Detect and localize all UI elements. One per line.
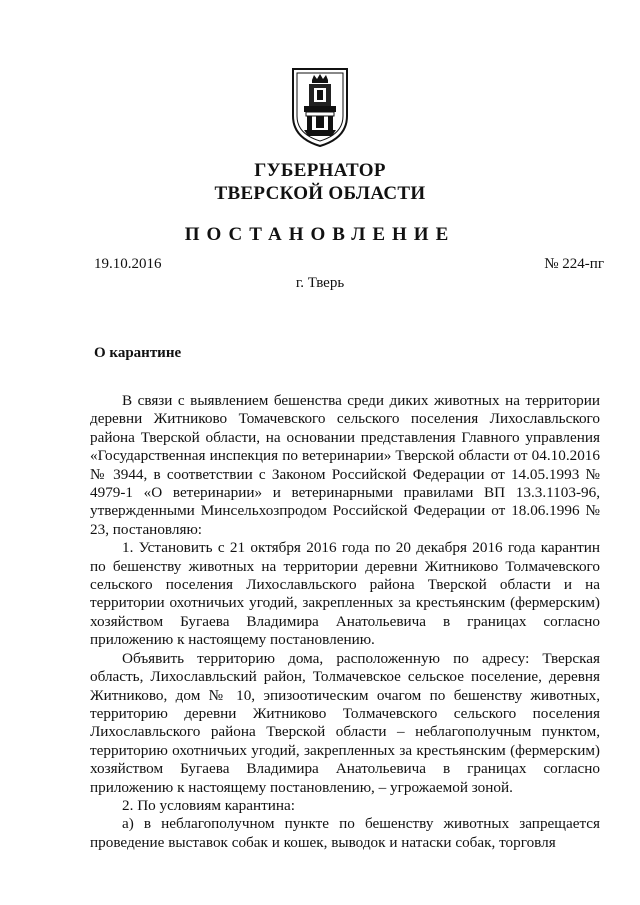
document-number: № 224-пг (544, 256, 604, 272)
body-paragraph-2: 2. По условиям карантина: (122, 796, 295, 814)
body-paragraph-1: 1. Установить с 21 октября 2016 года по 20 декабря 2016 года карантин по бешенству животных на территории деревни Житниково Толмачевского сельского поселения Лихославльского района Тверской области и на территории охотничьих угодий, закрепленных за крестьянским (фермерским) хозяйством Бугаева Владимира Анатольевича в границах согласно приложению к настоящему постановлению. (90, 539, 600, 649)
document-subject: О карантине (94, 345, 182, 361)
body-paragraph-declare: Объявить территорию дома, расположенную по адресу: Тверская область, Лихославльский район, Толмачевское сельское поселение, деревня Житниково, дом № 10, эпизоотическим очагом по бешенству животных, территорию деревни Житниково Толмачевского сельского поселения Лихославльского района Тверской области – неблагополучным пунктом, территорию охотничьих угодий, закрепленных за крестьянским (фермерским) хозяйством Бугаева Владимира Анатольевича в границах согласно приложению к настоящему постановлению, – угрожаемой зоной. (90, 649, 600, 796)
document-body (90, 392, 600, 852)
authority-title-line2: ТВЕРСКОЙ ОБЛАСТИ (214, 183, 426, 204)
document-date: 19.10.2016 (94, 256, 162, 272)
body-paragraph-2a: а) в неблагополучном пункте по бешенству животных запрещается проведение выставок собак и кошек, выводок и натаски собак, торговля (90, 815, 600, 851)
document-city: г. Тверь (295, 275, 345, 291)
document-type: ПОСТАНОВЛЕНИЕ (184, 224, 456, 245)
coat-of-arms-icon (290, 66, 350, 148)
authority-title-line1: ГУБЕРНАТОР (254, 160, 386, 181)
body-paragraph-preamble: В связи с выявлением бешенства среди диких животных на территории деревни Житниково Томачевского сельского поселения Лихославльского района Тверской области, на основании представления Главного управления «Государственная инспекция по ветеринарии» Тверской области от 04.10.2016 № 3944, в соответствии с Законом Российской Федерации от 14.05.1993 № 4979-1 «О ветеринарии» и ветеринарными правилами ВП 13.3.1103-96, утвержденными Минсельхозпродом Российской Федерации от 18.06.1996 № 23, постановляю: (90, 392, 600, 538)
